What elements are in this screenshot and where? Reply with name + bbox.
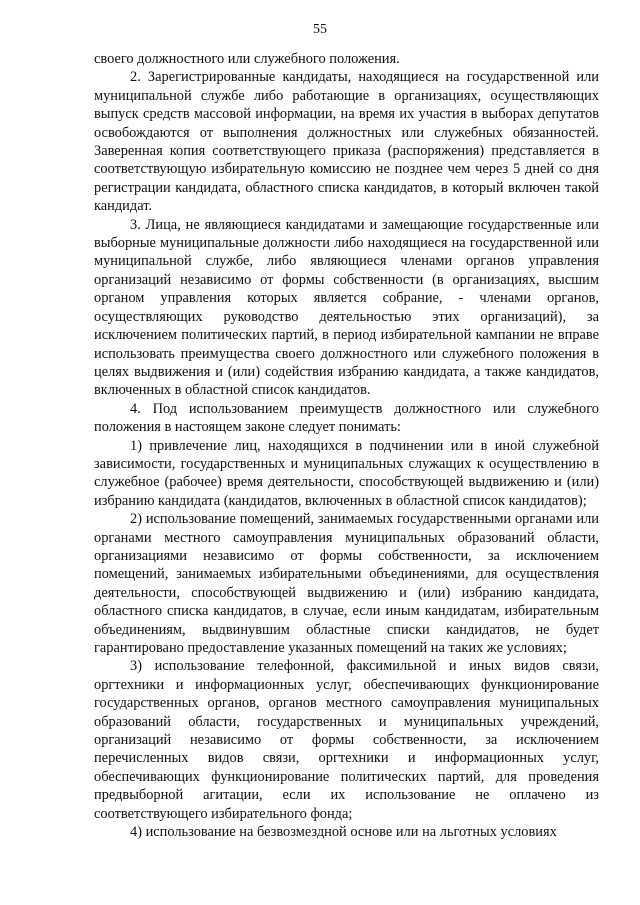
paragraph-item-4: 4. Под использованием преимуществ должностного или служебного положения в настоящем законе следует понимать:: [94, 400, 599, 436]
paragraph-continuation: своего должностного или служебного положения.: [94, 51, 400, 67]
paragraph-item-2: 2. Зарегистрированные кандидаты, находящиеся на государственной или муниципальной службе либо работающие в организациях, осуществляющих выпуск средств массовой информации, на время их участия в выборах депутатов освобождаются от выполнения должностных или служебных обязанностей. Заверенная копия соответствующего приказа (распоряжения) представляется в соответствующую избирательную комиссию не позднее чем через 5 дней со дня регистрации кандидата, областного списка кандидатов, в который включен такой кандидат.: [94, 69, 599, 215]
subitem-3: 3) использование телефонной, факсимильной и иных видов связи, оргтехники и информационных услуг, обеспечивающих функционирование государственных органов, органов местного самоуправления муниципальных образований области, государственных и муниципальных учреждений, организаций независимо от формы собственности, за исключением перечисленных видов связи, оргтехники и информационных услуг, обеспечивающих функционирование политических партий, для проведения предвыборной агитации, если их использование не оплачено из соответствующего избирательного фонда;: [94, 658, 599, 822]
subitem-2: 2) использование помещений, занимаемых государственными органами или органами местного самоуправления муниципальных образований области, организациями независимо от формы собственности, за исключением помещений, занимаемых избирательными объединениями, для осуществления деятельности, способствующей выдвижению и (или) избранию кандидата, областного списка кандидатов, в случае, если иным кандидатам, избирательным объединениям, выдвинувшим областные списки кандидатов, не будет гарантировано предоставление указанных помещений на таких же условиях;: [94, 511, 599, 656]
subitem-1: 1) привлечение лиц, находящихся в подчинении или в иной служебной зависимости, государственных и муниципальных служащих к осуществлению в служебное (рабочее) время деятельности, способствующей выдвижению и (или) избранию кандидата (кандидатов, включенных в областной список кандидатов);: [94, 437, 599, 509]
paragraph-item-3: 3. Лица, не являющиеся кандидатами и замещающие государственные или выборные муниципальные должности либо находящиеся на государственной или муниципальной службе, либо являющиеся членами органов управления организаций независимо от формы собственности (в организациях, высшим органом управления которых является собрание, - членами органов, осуществляющих руководство деятельностью этих организаций), за исключением политических партий, в период избирательной кампании не вправе использовать преимущества своего должностного или служебного положения в целях выдвижения и (или) содействия избранию кандидата, а также кандидатов, включенных в областной список кандидатов.: [94, 216, 599, 399]
subitem-4: 4) использование на безвозмездной основе или на льготных условиях: [130, 824, 557, 841]
document-body: [94, 50, 599, 841]
page-number: 55: [313, 22, 327, 37]
